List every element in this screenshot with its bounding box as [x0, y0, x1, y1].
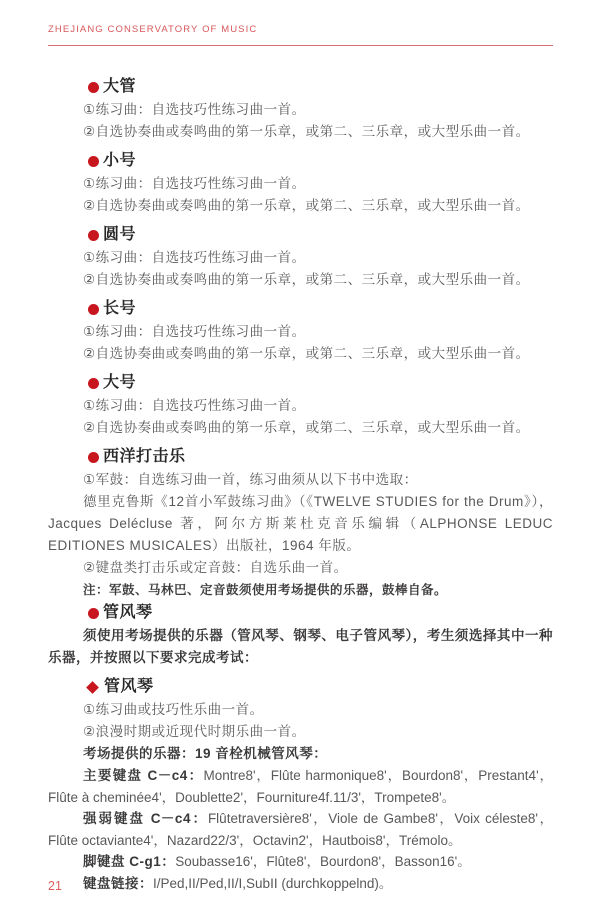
requirement-line: ①练习曲或技巧性乐曲一首。	[83, 702, 264, 717]
red-circle-bullet-icon	[88, 156, 99, 167]
provided-instrument-line: 考场提供的乐器：19 音栓机械管风琴：	[83, 746, 328, 761]
section-heading-horn	[88, 223, 553, 247]
red-circle-bullet-icon	[88, 230, 99, 241]
red-circle-bullet-icon	[88, 304, 99, 315]
pedal-stop-list: Soubasse16'，Flûte8'，Bourdon8'，Basson16'。	[175, 854, 471, 869]
section-title: 大管	[103, 78, 137, 95]
manual2-stop-list: Flûtetraversière8'，Viole de Gambe8'，Voix céleste8'，Flûte octaviante4'，Nazard22/3'，Octavin2'，Hautbois8'，Trémolo。	[48, 811, 553, 848]
requirement-line: ②键盘类打击乐或定音鼓：自选乐曲一首。	[83, 560, 348, 575]
manual1-label: 主要键盘 C－c4：	[83, 768, 204, 783]
red-circle-bullet-icon	[88, 452, 99, 463]
section-heading-percussion	[88, 445, 553, 469]
requirement-line: ①军鼓：自选练习曲一首，练习曲须从以下书中选取：	[83, 472, 418, 487]
section-heading-organ	[88, 601, 553, 625]
page-content	[48, 69, 553, 894]
red-diamond-bullet-icon	[86, 681, 99, 694]
section-title: 长号	[103, 300, 137, 317]
section-title: 西洋打击乐	[103, 448, 186, 465]
organ-intro-paragraph: 须使用考场提供的乐器（管风琴、钢琴、电子管风琴），考生须选择其中一种乐器，并按照以下要求完成考试：	[48, 628, 553, 665]
requirement-line: ①练习曲：自选技巧性练习曲一首。	[83, 324, 306, 339]
percussion-note: 注：军鼓、马林巴、定音鼓须使用考场提供的乐器，鼓棒自备。	[83, 583, 448, 597]
section-heading-trombone	[88, 297, 553, 321]
coupling-list: I/Ped,II/Ped,II/I,SubII (durchkoppelnd)。	[153, 875, 393, 891]
requirement-line: ②自选协奏曲或奏鸣曲的第一乐章，或第二、三乐章，或大型乐曲一首。	[83, 346, 530, 361]
header-rule	[48, 45, 553, 46]
red-circle-bullet-icon	[88, 378, 99, 389]
subsection-heading-organ	[88, 675, 553, 699]
organ-manual2-stops	[48, 808, 553, 851]
requirement-line: ①练习曲：自选技巧性练习曲一首。	[83, 102, 306, 117]
manual1-stop-list: Montre8'，Flûte harmonique8'，Bourdon8'，Prestant4'，Flûte à cheminée4'，Doublette2'，Fourniture4f.11/3'，Trompete8'。	[48, 768, 553, 805]
book-reference-paragraph: 德里克鲁斯《12首小军鼓练习曲》（《TWELVE STUDIES for the Drum》），Jacques Delécluse 著，阿尔方斯莱杜克音乐编辑（ALPHONSE LEDUC EDITIONES MUSICALES）出版社，1964 年版。	[48, 494, 553, 553]
requirement-line: ②自选协奏曲或奏鸣曲的第一乐章，或第二、三乐章，或大型乐曲一首。	[83, 272, 530, 287]
section-title: 小号	[103, 152, 137, 169]
manual2-label: 强弱键盘 C－c4：	[83, 811, 208, 826]
subsection-title: 管风琴	[104, 678, 154, 695]
requirement-line: ①练习曲：自选技巧性练习曲一首。	[83, 398, 306, 413]
section-title: 圆号	[103, 226, 137, 243]
red-circle-bullet-icon	[88, 608, 99, 619]
requirement-line: ②浪漫时期或近现代时期乐曲一首。	[83, 724, 306, 739]
pedal-label: 脚键盘 C-g1：	[83, 854, 176, 869]
section-title: 管风琴	[103, 604, 153, 621]
section-heading-trumpet	[88, 149, 553, 173]
requirement-line: ②自选协奏曲或奏鸣曲的第一乐章，或第二、三乐章，或大型乐曲一首。	[83, 420, 530, 435]
requirement-line: ①练习曲：自选技巧性练习曲一首。	[83, 176, 306, 191]
section-heading-tuba	[88, 371, 553, 395]
section-title: 大号	[103, 374, 137, 391]
section-heading-bassoon	[88, 75, 553, 99]
organ-pedal-stops	[48, 851, 553, 873]
page-number: 21	[48, 879, 62, 893]
coupling-label: 键盘链接：	[83, 875, 153, 891]
requirement-line: ②自选协奏曲或奏鸣曲的第一乐章，或第二、三乐章，或大型乐曲一首。	[83, 124, 530, 139]
red-circle-bullet-icon	[88, 82, 99, 93]
organ-manual1-stops	[48, 765, 553, 808]
header-title: ZHEJIANG CONSERVATORY OF MUSIC	[48, 24, 258, 35]
requirement-line: ②自选协奏曲或奏鸣曲的第一乐章，或第二、三乐章，或大型乐曲一首。	[83, 198, 530, 213]
requirement-line: ①练习曲：自选技巧性练习曲一首。	[83, 250, 306, 265]
organ-coupling	[48, 873, 553, 895]
